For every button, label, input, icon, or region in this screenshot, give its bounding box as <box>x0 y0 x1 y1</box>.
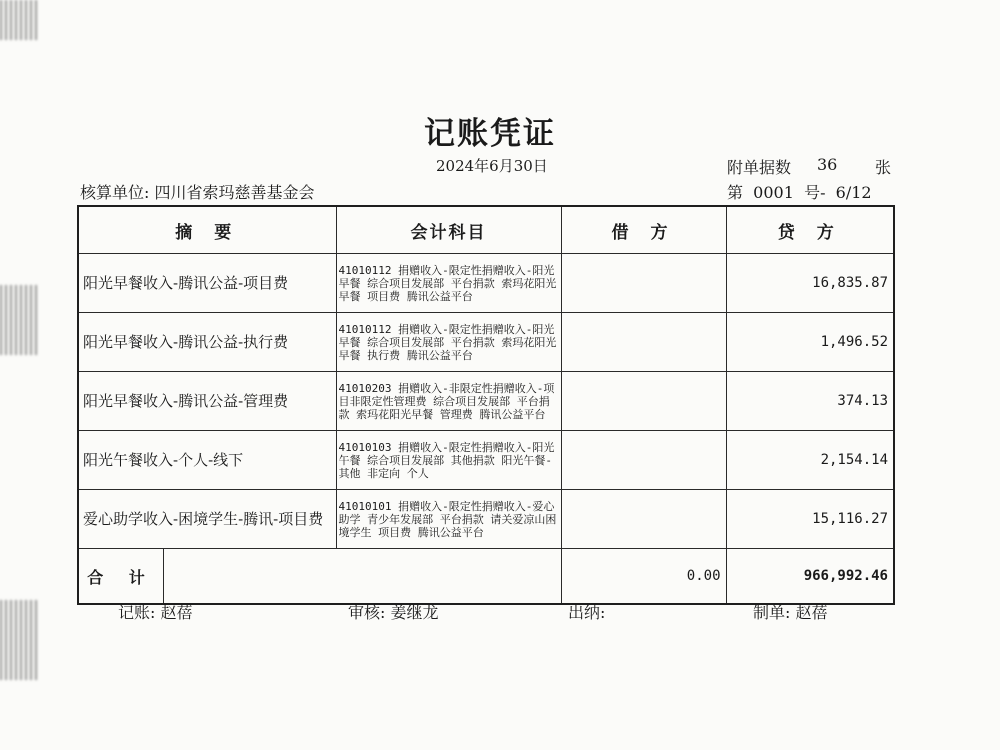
row-credit: 374.13 <box>726 372 894 431</box>
row-subject: 41010203 捐赠收入-非限定性捐赠收入-项目非限定性管理费 综合项目发展部 平台捐款 索玛花阳光早餐 管理费 腾讯公益平台 <box>336 372 561 431</box>
table-row <box>78 313 894 372</box>
row-credit: 16,835.87 <box>726 254 894 313</box>
table-row <box>78 254 894 313</box>
reviewer: 审核: 姜继龙 <box>348 603 439 622</box>
voucher-title: 记账凭证 <box>424 116 556 152</box>
header-credit: 贷 方 <box>726 206 894 254</box>
scan-artifact <box>0 285 40 355</box>
row-summary: 阳光早餐收入-腾讯公益-执行费 <box>78 313 336 372</box>
table-row <box>78 431 894 490</box>
row-summary: 爱心助学收入-困境学生-腾讯-项目费 <box>78 490 336 549</box>
accounting-unit <box>80 180 315 203</box>
row-summary: 阳光早餐收入-腾讯公益-项目费 <box>78 254 336 313</box>
row-summary: 阳光午餐收入-个人-线下 <box>78 431 336 490</box>
row-debit <box>561 313 726 372</box>
row-debit <box>561 490 726 549</box>
attachment-count <box>727 155 892 178</box>
attachment-unit: 张 <box>875 158 892 177</box>
cashier: 出纳: <box>568 603 606 622</box>
unit-name: 四川省索玛慈善基金会 <box>154 183 315 202</box>
row-subject: 41010112 捐赠收入-限定性捐赠收入-阳光早餐 综合项目发展部 平台捐款 索玛花阳光早餐 项目费 腾讯公益平台 <box>336 254 561 313</box>
total-cell <box>78 549 561 605</box>
total-debit: 0.00 <box>561 549 726 605</box>
voucher-table <box>77 205 895 605</box>
row-debit <box>561 431 726 490</box>
row-credit: 15,116.27 <box>726 490 894 549</box>
preparer: 制单: 赵蓓 <box>753 603 828 622</box>
row-subject: 41010103 捐赠收入-限定性捐赠收入-阳光午餐 综合项目发展部 其他捐款 阳光午餐-其他 非定向 个人 <box>336 431 561 490</box>
row-subject: 41010112 捐赠收入-限定性捐赠收入-阳光早餐 综合项目发展部 平台捐款 索玛花阳光早餐 执行费 腾讯公益平台 <box>336 313 561 372</box>
header-summary: 摘 要 <box>78 206 336 254</box>
scan-artifact <box>0 600 40 680</box>
row-subject: 41010101 捐赠收入-限定性捐赠收入-爱心助学 青少年发展部 平台捐款 请关爱凉山困境学生 项目费 腾讯公益平台 <box>336 490 561 549</box>
total-credit: 966,992.46 <box>726 549 894 605</box>
row-debit <box>561 372 726 431</box>
table-row <box>78 490 894 549</box>
row-credit: 1,496.52 <box>726 313 894 372</box>
row-debit <box>561 254 726 313</box>
row-credit: 2,154.14 <box>726 431 894 490</box>
total-row <box>78 549 894 605</box>
table-row <box>78 372 894 431</box>
total-label: 合 计 <box>79 549 164 603</box>
header-row <box>78 206 894 254</box>
voucher-number: 第 0001 号- 6/12 <box>727 183 872 202</box>
bookkeeper: 记账: 赵蓓 <box>118 603 193 622</box>
scan-artifact <box>0 0 40 40</box>
attachment-label: 附单据数 <box>727 158 792 177</box>
header-debit: 借 方 <box>561 206 726 254</box>
unit-label: 核算单位: <box>80 183 150 202</box>
voucher-date: 2024年6月30日 <box>436 157 548 175</box>
header-subject: 会计科目 <box>336 206 561 254</box>
row-summary: 阳光早餐收入-腾讯公益-管理费 <box>78 372 336 431</box>
attachment-number: 36 <box>817 155 838 174</box>
